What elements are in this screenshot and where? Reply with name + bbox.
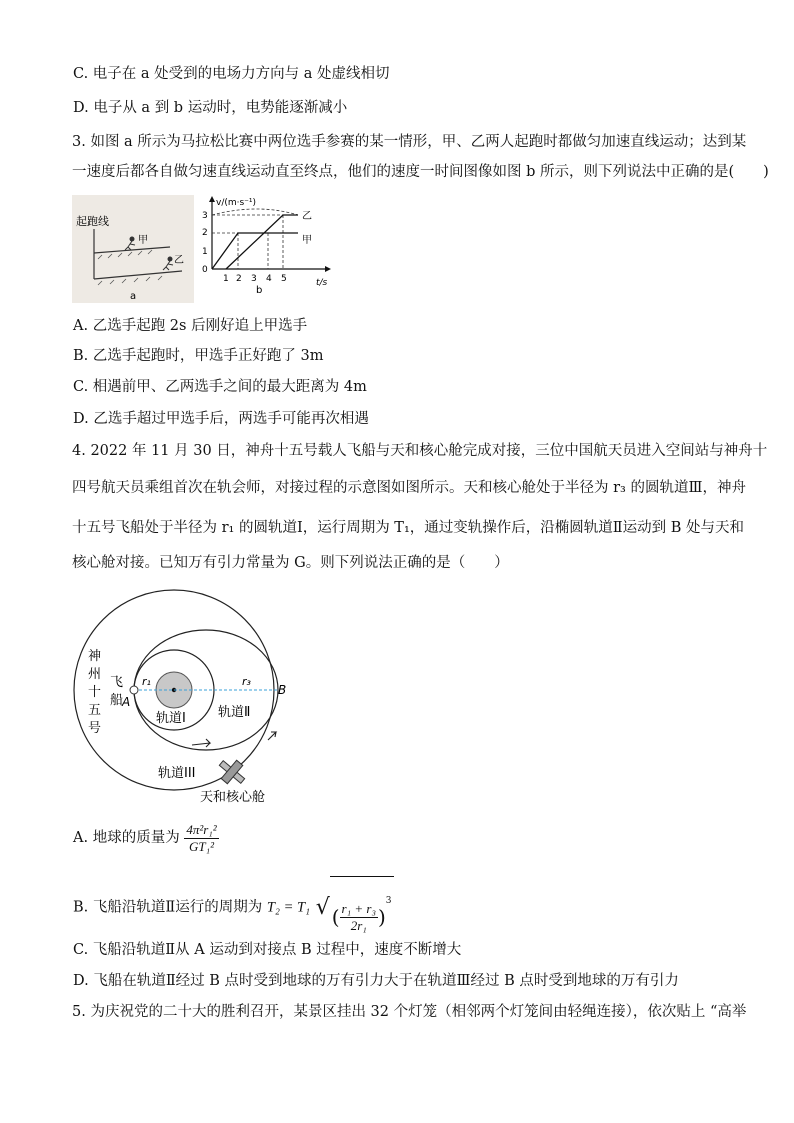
runner-jia-label: 甲 xyxy=(138,235,148,246)
figure-a-track xyxy=(72,195,194,303)
q3-stem-line-1: 3. 如图 a 所示为马拉松比赛中两位选手参赛的某一情形，甲、乙两人起跑时都做匀加速直线运动；达到某 xyxy=(72,134,747,150)
space-station-icon xyxy=(214,754,251,790)
start-line-label: 起跑线 xyxy=(76,215,109,228)
q3-option-b: B. 乙选手起跑时，甲选手正好跑了 3m xyxy=(73,348,324,364)
craft-label-5: 号 xyxy=(88,721,102,736)
option-d-prev: D. 电子从 a 到 b 运动时，电势能逐渐减小 xyxy=(73,100,348,116)
y-tick-0: 0 xyxy=(202,265,208,275)
q3-stem-line-2: 一速度后都各自做匀速直线运动直至终点，他们的速度一时间图像如图 b 所示，则下列说法中正确的是( ) xyxy=(72,164,769,180)
earth-mass-numerator: 4π²r₁² xyxy=(186,821,217,837)
r3-label: r₃ xyxy=(242,675,251,688)
q4-option-b-text: B. 飞船沿轨道Ⅱ运行的周期为 xyxy=(73,899,263,916)
series-jia-label: 甲 xyxy=(302,235,312,246)
q3-option-c: C. 相遇前甲、乙两选手之间的最大距离为 4m xyxy=(73,379,367,395)
earth-mass-formula xyxy=(184,822,218,855)
period-formula-numerator: r₁ + r₃ xyxy=(341,900,376,916)
earth-mass-denominator: GT₁² xyxy=(188,838,215,854)
runner-jia-icon xyxy=(130,237,135,242)
q4-stem-line-2: 四号航天员乘组首次在轨会师，对接过程的示意图如图所示。天和核心舱处于半径为 r₃ 的圆轨道Ⅲ，神舟 xyxy=(72,480,746,496)
q4-stem-line-1: 4. 2022 年 11 月 30 日，神舟十五号载人飞船与天和核心舱完成对接，三位中国航天员进入空间站与神舟十 xyxy=(72,443,768,459)
q4-stem-line-3: 十五号飞船处于半径为 r₁ 的圆轨道Ⅰ，运行周期为 T₁，通过变轨操作后，沿椭圆轨道Ⅱ运动到 B 处与天和 xyxy=(72,520,745,536)
figure-a-caption: a xyxy=(130,291,137,302)
point-a-label: A xyxy=(122,695,131,709)
q4-option-a-text: A. 地球的质量为 xyxy=(73,830,180,846)
period-formula-lhs: T₂ = T₁ xyxy=(266,899,311,916)
y-tick-3: 3 xyxy=(202,211,208,221)
runner-yi-label: 乙 xyxy=(174,255,184,266)
y-tick-2: 2 xyxy=(202,228,208,238)
q5-stem-line-1: 5. 为庆祝党的二十大的胜利召开，某景区挂出 32 个灯笼（相邻两个灯笼间由轻绳连接），依次贴上 “高举 xyxy=(72,1004,747,1020)
series-yi-label: 乙 xyxy=(302,211,312,222)
series-jia-line xyxy=(212,233,298,269)
x-tick-4: 4 xyxy=(266,274,272,284)
orbit-1-label: 轨道Ⅰ xyxy=(156,711,186,726)
q3-option-d: D. 乙选手超过甲选手后，两选手可能再次相遇 xyxy=(73,411,369,427)
q4-option-b: B. 飞船沿轨道Ⅱ运行的周期为 T₂ = T₁ √ ( $\frac{\text{r₁ + r₃}}{\text{2r₁}}$ )$^3$ xyxy=(73,876,394,939)
orbit-2-label: 轨道Ⅱ xyxy=(218,705,251,720)
ship-label-2: 船 xyxy=(110,693,124,708)
ship-point-a-icon xyxy=(130,686,138,694)
series-yi-line xyxy=(226,215,298,269)
option-c-prev: C. 电子在 a 处受到的电场力方向与 a 处虚线相切 xyxy=(73,66,390,82)
r1-label: r₁ xyxy=(142,675,151,688)
period-formula-exponent: 3 xyxy=(385,896,392,906)
figure-b-caption: b xyxy=(256,285,263,296)
period-formula-denominator: 2r₁ xyxy=(350,917,367,933)
craft-label-2: 州 xyxy=(88,667,102,682)
orbit-3-label: 轨道III xyxy=(158,766,196,781)
period-formula-fraction xyxy=(340,901,378,934)
ship-label-1: 飞 xyxy=(110,675,124,690)
y-tick-1: 1 xyxy=(202,247,208,257)
craft-label-1: 神 xyxy=(88,649,102,664)
craft-label-4: 五 xyxy=(88,703,102,718)
q4-stem-line-4: 核心舱对接。已知万有引力常量为 G。则下列说法正确的是（ ） xyxy=(72,555,509,571)
q4-option-a xyxy=(73,820,219,856)
x-tick-2: 2 xyxy=(236,274,242,284)
q3-option-a: A. 乙选手起跑 2s 后刚好追上甲选手 xyxy=(73,318,308,334)
x-tick-3: 3 xyxy=(251,274,257,284)
figure-orbit-diagram xyxy=(72,586,302,808)
x-tick-1: 1 xyxy=(223,274,229,284)
y-axis-label: v/(m·s⁻¹) xyxy=(216,198,257,208)
space-station-label: 天和核心舱 xyxy=(200,790,266,805)
x-tick-5: 5 xyxy=(281,274,287,284)
craft-label-3: 十 xyxy=(88,685,102,700)
point-b-label: B xyxy=(278,683,287,697)
x-axis-label: t/s xyxy=(316,278,328,288)
runner-yi-icon xyxy=(168,257,173,262)
q4-option-c: C. 飞船沿轨道Ⅱ从 A 运动到对接点 B 过程中，速度不断增大 xyxy=(73,942,462,958)
figure-b-vt-graph xyxy=(198,193,338,297)
q4-option-d: D. 飞船在轨道Ⅱ经过 B 点时受到地球的万有引力大于在轨道Ⅲ经过 B 点时受到地球的万有引力 xyxy=(73,973,679,989)
